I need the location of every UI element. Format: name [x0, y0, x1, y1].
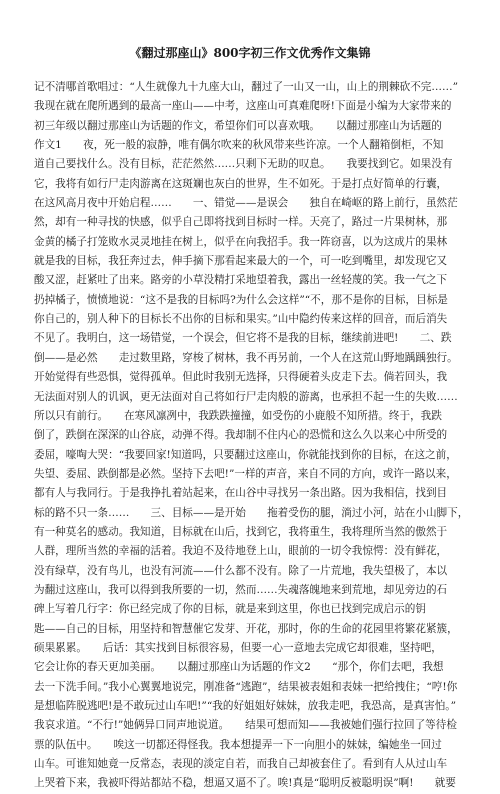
- text-line: 酸又涩，赶紧吐了出来。路旁的小草没精打采地望着我，露出一丝轻蔑的笑。我一气之下: [34, 274, 448, 287]
- text-line: 初三年级以翻过那座山为话题的作文，希望你们可以喜欢哦。 以翻过那座山为话题的: [34, 119, 442, 132]
- text-line: 都有人与我同行。于是我挣扎着站起来，在山谷中寻找另一条出路。因为我相信，找到目: [34, 487, 448, 500]
- text-line: 然，却有一种寻找的快感，似乎自己即将找到目标时一样。天亮了，路过一片果树林，那: [34, 216, 448, 229]
- text-line: 我现在就在爬所遇到的最高一座山——中考，这座山可真难爬呀!下面是小编为大家带来的: [34, 100, 452, 113]
- text-line: 是想临阵脱逃吧!是不敢玩过山车吧!”“我的好姐姐好妹妹，放我走吧，我恐高，是真害怕。”: [34, 700, 457, 712]
- text-line: 碑上写着几行字：你已经完成了你的目标，就是来到这里，你也已找到完成启示的钥: [34, 603, 426, 616]
- document-title: 《翻过那座山》800字初三作文优秀作文集锦: [129, 46, 371, 60]
- text-line: 就是我的目标，我狂奔过去，伸手摘下那看起来最大的一个，可一吃到嘴里，却发现它又: [34, 255, 448, 268]
- text-line: 作文1 夜，死一般的寂静，唯有偶尔吹来的秋风带来些许凉。一个人翻箱倒柜，不知: [34, 139, 444, 152]
- text-line: 标的路不只一条…… 三、目标——是开始 拖着受伤的腿，淌过小河，站在小山脚下，: [34, 506, 469, 519]
- text-line: 道自己要找什么。没有目标，茫茫然然……只剩下无助的叹息。 我要找到它。如果没有: [34, 158, 453, 171]
- text-line: 有一种莫名的感动。我知道，目标就在山后，找到它，我将重生，我将理所当然的傲然于: [34, 525, 448, 538]
- text-line: 金黄的橘子打笼败水灵灵地挂在树上，似乎在向我招手。我一阵窃喜，以为这成片的果林: [34, 235, 448, 248]
- text-line: 扔掉橘子，愤愤地说：“这不是我的目标吗?为什么会这样”“不，那不是你的目标，目标是: [34, 293, 448, 306]
- text-line: 匙——自己的目标，用坚持和智慧催它发芽、开花，那时，你的生命的花园里将繁花紧簇，: [34, 622, 458, 635]
- text-line: 开始觉得有些恐惧，觉得孤单。但此时我别无选择，只得硬着头皮走下去。倘若回头，我: [34, 371, 448, 384]
- text-line: 山车。可谁知她竟一反常态，表现的淡定自若，而我自己却被套住了。看到有人从过山车: [34, 758, 448, 771]
- text-line: 无法面对别人的讥讽，更无法面对自己将如行尸走肉般的游离，也承担不起一生的失败……: [34, 390, 458, 403]
- text-line: 所以只有前行。 在寒风凛冽中，我跌跌撞撞，如受伤的小鹿般不知所措。终于，我跌: [34, 409, 442, 422]
- text-line: 人群，理所当然的幸福的活着。我迫不及待地登上山，眼前的一切令我惊愕：没有鲜花，: [34, 545, 448, 558]
- text-line: 倒了，跌倒在深深的山谷底，动弹不得。我却制不住内心的恐慌和这么久以来心中所受的: [34, 429, 448, 442]
- text-line: 倒——是必然 走过数里路，穿梭了树林，我不再另前，一个人在这荒山野地踽踽独行。: [34, 351, 458, 364]
- text-line: 为翻过这座山，我可以得到我所要的一切，然而……失魂落魄地来到荒地，却见旁边的石: [34, 583, 448, 596]
- text-line: 硕果累累。 后话：其实找到目标很容易，但要一心一意地去完成它却很难，坚持吧，: [34, 641, 442, 654]
- text-line: 它会让你的春天更加美丽。 以翻过那座山为话题的作文2 “那个，你们去吧，我想: [34, 661, 444, 674]
- text-line: 在这风高月夜中开始启程…… 一、错觉——是误会 独自在崎岖的路上前行，虽然茫: [34, 197, 458, 210]
- text-line: 你自己的，别人种下的目标长不出你的目标和果实。”山中隐约传来这样的回音，而后消失: [34, 313, 448, 326]
- text-line: 委屈，嚎啕大哭：“我要回家!知道吗，只要翻过这座山，你就能找到你的目标，在这之前，: [34, 448, 457, 461]
- text-line: 票的队伍中。 唉这一切都还得怪我。我本想提弄一下一向胆小的妹妹，编她坐一回过: [34, 738, 442, 751]
- document-body: [34, 78, 478, 794]
- text-line: 没有绿草，没有鸟儿，也没有河流——什么都不没有。除了一片荒地，我失望极了，本以: [34, 564, 448, 577]
- text-line: 失望、委屈、跌倒都是必然。坚持下去吧!”一样的声音，来自不同的方向，或许一路以来，: [34, 467, 457, 480]
- text-line: 它，我将有如行尸走肉游离在这斑斓也灰白的世界，生不如死。于是打点好简单的行囊，: [34, 177, 448, 190]
- text-line: 不见了。我明白，这一场错觉，一个误会，但它将不是我的目标，继续前进吧! 二、跌: [34, 332, 452, 345]
- text-line: 去一下洗手间。”我小心翼翼地说完，刚准备“逃跑”，结果被表姐和表妹一把给拽住；“哼!你: [34, 680, 458, 693]
- text-line: 上哭着下来，我被吓得站都站不稳，想逼又逼不了。唉!真是“聪明反被聪明误”啊! 就要: [34, 777, 456, 790]
- text-line: 记不清哪首歌唱过：“人生就像九十九座大山，翻过了一山又一山，山上的荆棘砍不完……”: [34, 81, 458, 93]
- text-line: 我哀求道。“不行!”她俩异口同声地说道。 结果可想而知——我被她们强行拉回了等待检: [34, 719, 457, 732]
